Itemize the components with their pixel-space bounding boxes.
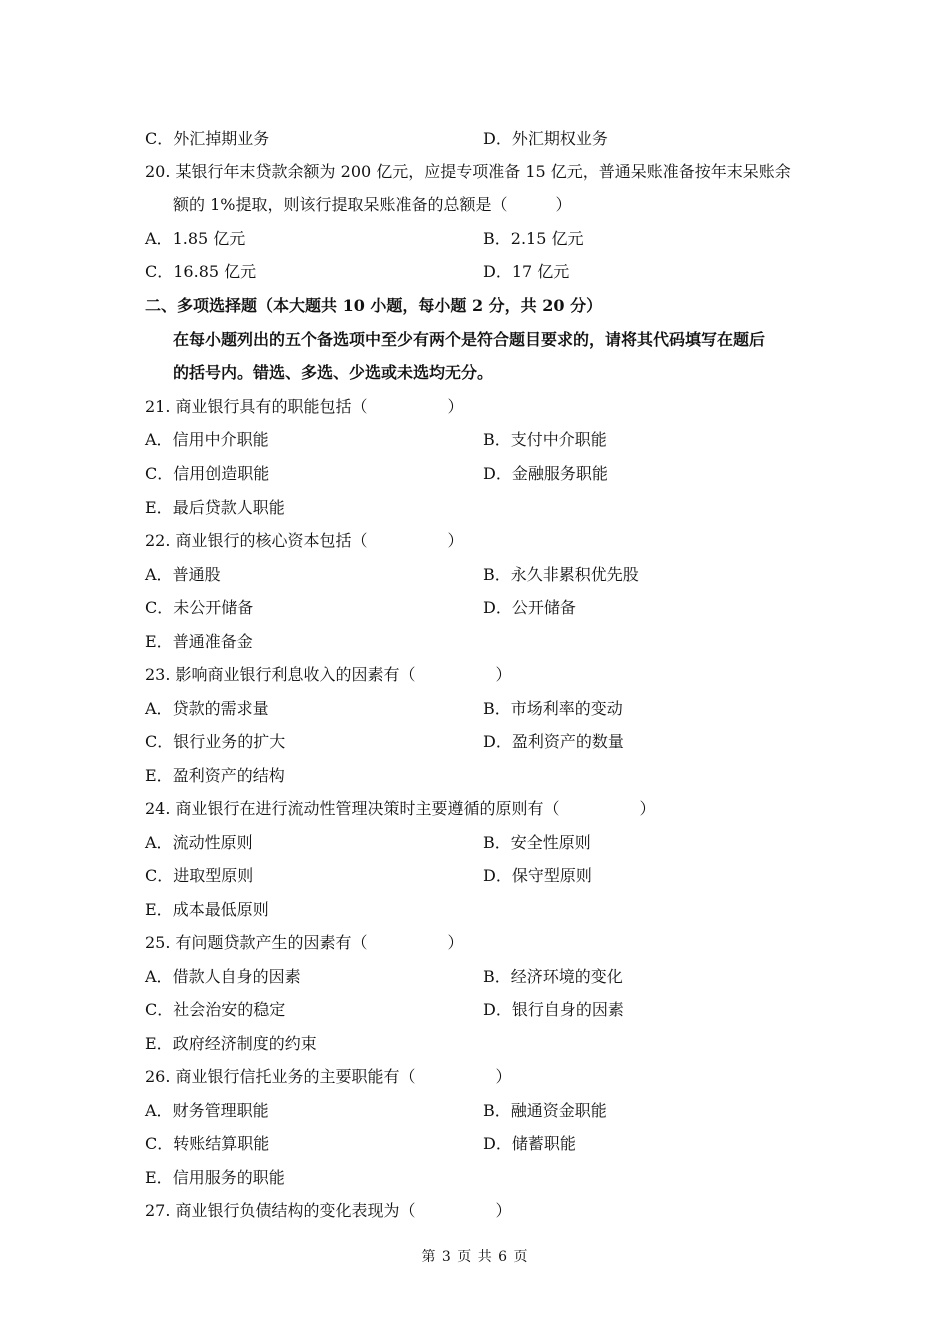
option-letter: C． [145, 1134, 174, 1153]
q24-option-e [145, 898, 269, 922]
option-letter: D． [483, 129, 512, 148]
q21-option-e [145, 496, 285, 520]
option-text: 16.85 亿元 [173, 262, 257, 281]
option-text: 外汇期权业务 [511, 129, 608, 148]
question-number: 24. [145, 799, 171, 818]
question-text: 某银行年末贷款余额为 200 亿元，应提专项准备 15 亿元，普通呆账准备按年末呆账余 [175, 162, 791, 181]
option-text: 保守型原则 [511, 866, 592, 885]
option-text: 外汇掉期业务 [173, 129, 270, 148]
q20-option-b [483, 227, 583, 251]
q25-stem [145, 931, 464, 955]
option-text: 2.15 亿元 [510, 229, 584, 248]
option-letter: E． [145, 498, 173, 517]
q24-option-c [145, 864, 253, 888]
option-text: 市场利率的变动 [510, 699, 623, 718]
option-letter: B． [483, 833, 511, 852]
q23-option-b [483, 697, 623, 721]
question-number: 23. [145, 665, 171, 684]
option-letter: A． [145, 430, 173, 449]
q20-stem-line1 [145, 160, 791, 184]
question-text: 商业银行信托业务的主要职能有（ ） [175, 1067, 512, 1086]
option-letter: A． [145, 699, 173, 718]
question-number: 25. [145, 933, 171, 952]
option-letter: C． [145, 598, 174, 617]
q20-stem-line2: 额的 1%提取，则该行提取呆账准备的总额是（ ） [173, 195, 572, 214]
q23-option-a [145, 697, 269, 721]
option-text: 普通准备金 [172, 632, 253, 651]
section-instructions-line1: 在每小题列出的五个备选项中至少有两个是符合题目要求的，请将其代码填写在题后 [173, 330, 766, 349]
question-text: 商业银行负债结构的变化表现为（ ） [175, 1201, 512, 1220]
option-text: 盈利资产的数量 [511, 732, 624, 751]
option-letter: D． [483, 262, 512, 281]
option-letter: C． [145, 129, 174, 148]
option-text: 信用中介职能 [172, 430, 269, 449]
q25-option-d [483, 998, 624, 1022]
question-text: 有问题贷款产生的因素有（ ） [175, 933, 464, 952]
option-text: 贷款的需求量 [172, 699, 269, 718]
option-text: 借款人自身的因素 [172, 967, 301, 986]
q22-option-d [483, 596, 576, 620]
option-letter: E． [145, 766, 173, 785]
q21-stem [145, 395, 464, 419]
q27-stem [145, 1199, 512, 1223]
q22-stem [145, 529, 464, 553]
q23-option-c [145, 730, 285, 754]
option-letter: D． [483, 1134, 512, 1153]
option-letter: D． [483, 464, 512, 483]
option-text: 信用服务的职能 [172, 1168, 285, 1187]
question-number: 27. [145, 1201, 171, 1220]
option-text: 政府经济制度的约束 [172, 1034, 317, 1053]
q25-option-b [483, 965, 623, 989]
option-text: 17 亿元 [511, 262, 570, 281]
option-text: 信用创造职能 [173, 464, 270, 483]
option-text: 经济环境的变化 [510, 967, 623, 986]
q26-option-b [483, 1099, 607, 1123]
option-text: 普通股 [172, 565, 221, 584]
option-letter: C． [145, 262, 174, 281]
q21-option-a [145, 428, 269, 452]
option-text: 未公开储备 [173, 598, 254, 617]
option-letter: A． [145, 1101, 173, 1120]
option-text: 流动性原则 [172, 833, 253, 852]
option-letter: C． [145, 732, 174, 751]
option-letter: E． [145, 900, 173, 919]
q24-stem [145, 797, 656, 821]
option-text: 转账结算职能 [173, 1134, 270, 1153]
q24-option-d [483, 864, 592, 888]
option-letter: D． [483, 866, 512, 885]
option-text: 财务管理职能 [172, 1101, 269, 1120]
option-letter: C． [145, 464, 174, 483]
page-footer: 第 3 页 共 6 页 [421, 1249, 529, 1265]
option-text: 安全性原则 [510, 833, 591, 852]
option-text: 1.85 亿元 [172, 229, 246, 248]
q19-option-d [483, 127, 608, 151]
q25-option-e [145, 1032, 317, 1056]
option-text: 银行业务的扩大 [173, 732, 286, 751]
section-heading: 二、多项选择题（本大题共 10 小题，每小题 2 分，共 20 分） [145, 296, 603, 315]
option-letter: A． [145, 967, 173, 986]
question-text: 商业银行在进行流动性管理决策时主要遵循的原则有（ ） [175, 799, 656, 818]
option-text: 最后贷款人职能 [172, 498, 285, 517]
option-text: 公开储备 [511, 598, 576, 617]
question-number: 26. [145, 1067, 171, 1086]
option-letter: B． [483, 565, 511, 584]
option-text: 金融服务职能 [511, 464, 608, 483]
q21-option-c [145, 462, 269, 486]
option-letter: A． [145, 229, 173, 248]
q20-option-d [483, 260, 569, 284]
question-number: 21. [145, 397, 171, 416]
q20-option-a [145, 227, 245, 251]
option-text: 成本最低原则 [172, 900, 269, 919]
q22-option-e [145, 630, 253, 654]
q22-option-a [145, 563, 221, 587]
option-letter: D． [483, 732, 512, 751]
question-text: 商业银行的核心资本包括（ ） [175, 531, 464, 550]
option-text: 进取型原则 [173, 866, 254, 885]
option-letter: B． [483, 1101, 511, 1120]
q26-stem [145, 1065, 512, 1089]
option-letter: E． [145, 1168, 173, 1187]
option-letter: E． [145, 1034, 173, 1053]
q24-option-b [483, 831, 591, 855]
option-letter: B． [483, 699, 511, 718]
q26-option-d [483, 1132, 576, 1156]
option-text: 银行自身的因素 [511, 1000, 624, 1019]
option-letter: A． [145, 833, 173, 852]
option-letter: B． [483, 229, 511, 248]
option-text: 永久非累积优先股 [510, 565, 639, 584]
option-letter: E． [145, 632, 173, 651]
q23-option-e [145, 764, 285, 788]
question-text: 影响商业银行利息收入的因素有（ ） [175, 665, 512, 684]
q19-option-c [145, 127, 269, 151]
q22-option-b [483, 563, 639, 587]
option-text: 盈利资产的结构 [172, 766, 285, 785]
q21-option-b [483, 428, 607, 452]
question-text: 商业银行具有的职能包括（ ） [175, 397, 464, 416]
option-letter: B． [483, 430, 511, 449]
q23-stem [145, 663, 512, 687]
q20-option-c [145, 260, 256, 284]
option-text: 融通资金职能 [510, 1101, 607, 1120]
q21-option-d [483, 462, 608, 486]
q25-option-c [145, 998, 285, 1022]
option-letter: C． [145, 866, 174, 885]
q24-option-a [145, 831, 253, 855]
q22-option-c [145, 596, 253, 620]
option-letter: D． [483, 598, 512, 617]
option-letter: C． [145, 1000, 174, 1019]
option-letter: B． [483, 967, 511, 986]
q25-option-a [145, 965, 301, 989]
option-letter: D． [483, 1000, 512, 1019]
section-instructions-line2: 的括号内。错选、多选、少选或未选均无分。 [173, 363, 494, 382]
option-text: 储蓄职能 [511, 1134, 576, 1153]
question-number: 20. [145, 162, 171, 181]
q26-option-e [145, 1166, 285, 1190]
q26-option-a [145, 1099, 269, 1123]
question-number: 22. [145, 531, 171, 550]
option-text: 社会治安的稳定 [173, 1000, 286, 1019]
q26-option-c [145, 1132, 269, 1156]
q23-option-d [483, 730, 624, 754]
option-letter: A． [145, 565, 173, 584]
option-text: 支付中介职能 [510, 430, 607, 449]
